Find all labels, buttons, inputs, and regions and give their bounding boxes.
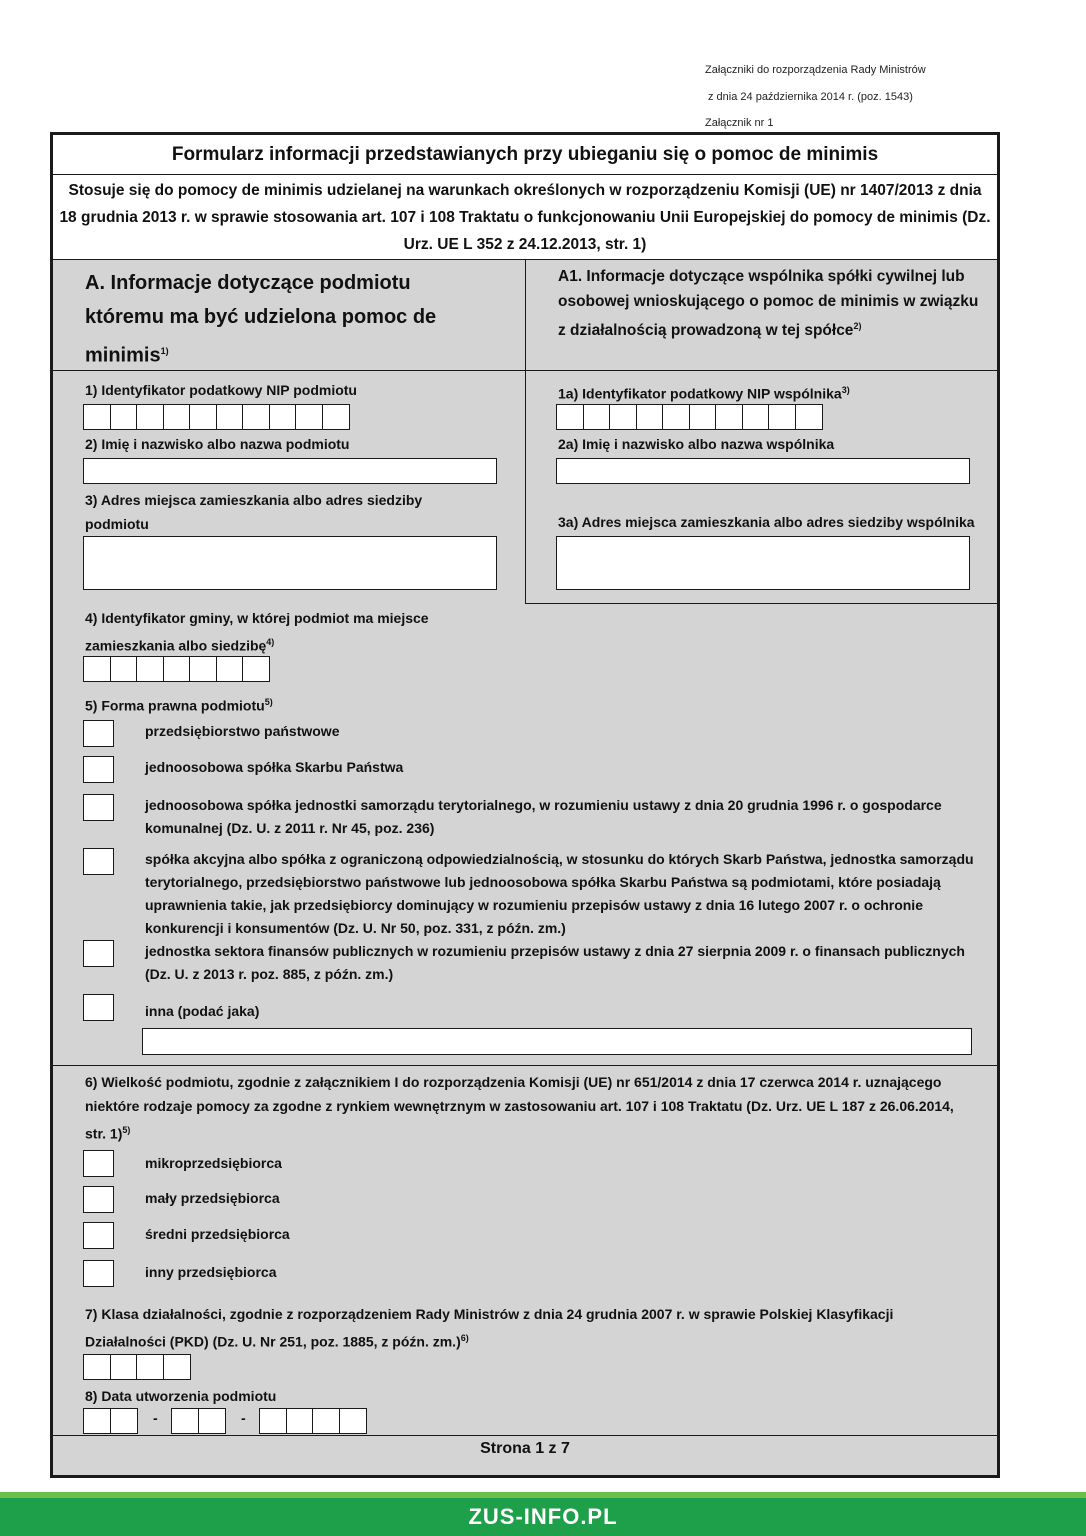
section-a xyxy=(53,259,997,1065)
q3a-address-field[interactable] xyxy=(556,536,970,590)
q5-option-4: spółka akcyjna albo spółka z ograniczoną odpowiedzialnością, w stosunku do których Skarb Państwa, jednostka samorządu terytorialnego, przedsiębiorstwo państwowe lub jednoosobowa spółka Skarbu Państwa są podmiotami, które posiadają uprawnienia takie, jak przedsiębiorcy dominujący w rozumieniu przepisów ustawy z dnia 16 lutego 2007 r. o ochronie konkurencji i konsumentów (Dz. U. Nr 50, poz. 331, z późn. zm.) xyxy=(145,851,974,936)
a-divider xyxy=(53,370,525,371)
q5-option-3: jednoosobowa spółka jednostki samorządu terytorialnego, w rozumieniu ustawy z dnia 20 grudnia 1996 r. o gospodarce komunalnej (Dz. U. z 2011 r. Nr 45, poz. 236) xyxy=(145,797,942,836)
q6-checkbox-3[interactable] xyxy=(83,1222,114,1249)
q1a-nip-cells[interactable] xyxy=(556,404,821,430)
brand-banner: ZUS-INFO.PL xyxy=(0,1498,1086,1536)
q4-label: 4) Identyfikator gminy, w której podmiot ma miejsce zamieszkania albo siedzibę$^{4)}$ xyxy=(85,610,429,654)
q6-checkbox-1[interactable] xyxy=(83,1150,114,1177)
q5-checkbox-3[interactable] xyxy=(83,794,114,821)
q2a-name-field[interactable] xyxy=(556,458,970,484)
q6-checkbox-4[interactable] xyxy=(83,1260,114,1287)
q4-gmina-cells[interactable] xyxy=(83,656,269,682)
attachment-header-line2: z dnia 24 października 2014 r. (poz. 1543) xyxy=(708,91,913,103)
q8-year-cells[interactable] xyxy=(259,1408,365,1434)
q6-option-2: mały przedsiębiorca xyxy=(145,1190,280,1206)
q3a-label: 3a) Adres miejsca zamieszkania albo adres siedziby wspólnika xyxy=(558,514,975,530)
q8-separator-2: - xyxy=(241,1410,246,1426)
q5-checkbox-5[interactable] xyxy=(83,940,114,967)
q2-name-field[interactable] xyxy=(83,458,497,484)
q6-option-1: mikroprzedsiębiorca xyxy=(145,1155,282,1171)
attachment-header-line1: Załączniki do rozporządzenia Rady Ministrów xyxy=(705,64,926,76)
q7-label: 7) Klasa działalności, zgodnie z rozporządzeniem Rady Ministrów z dnia 24 grudnia 2007 r. w sprawie Polskiej Klasyfikacji Działalności (PKD) (Dz. U. Nr 251, poz. 1885, z późn. zm.)$^{6)}$ xyxy=(85,1306,894,1350)
section-a1 xyxy=(525,260,997,604)
attachment-header-line3: Załącznik nr 1 xyxy=(705,117,774,129)
q5-checkbox-2[interactable] xyxy=(83,756,114,783)
section-a1-heading: A1. Informacje dotyczące wspólnika spółki cywilnej lub osobowej wnioskującego o pomoc de minimis w związku z działalnością prowadzoną w tej spółce$^{2)}$ xyxy=(558,268,979,340)
section-a-lower xyxy=(53,1065,997,1435)
q5-checkbox-1[interactable] xyxy=(83,720,114,747)
q1-nip-cells[interactable] xyxy=(83,404,348,430)
page-footer: Strona 1 z 7 xyxy=(53,1435,997,1475)
q6-checkbox-2[interactable] xyxy=(83,1186,114,1213)
q3-address-field[interactable] xyxy=(83,536,497,590)
q8-label: 8) Data utworzenia podmiotu xyxy=(85,1388,277,1404)
form-intro: Stosuje się do pomocy de minimis udzielanej na warunkach określonych w rozporządzeniu Komisji (UE) nr 1407/2013 z dnia 18 grudnia 2013 r. w sprawie stosowania art. 107 i 108 Traktatu o funkcjonowaniu Unii Europejskiej do pomocy de minimis (Dz. Urz. UE L 352 z 24.12.2013, str. 1) xyxy=(59,182,991,253)
q5-option-1: przedsiębiorstwo państwowe xyxy=(145,723,340,739)
q2a-label: 2a) Imię i nazwisko albo nazwa wspólnika xyxy=(558,436,835,452)
q6-label: 6) Wielkość podmiotu, zgodnie z załącznikiem I do rozporządzenia Komisji (UE) nr 651/2014 z dnia 17 czerwca 2014 r. uznającego niektóre rodzaje pomocy za zgodne z rynkiem wewnętrznym w zastosowaniu art. 107 i 108 Traktatu (Dz. Urz. UE L 187 z 26.06.2014, str. 1)$^{5)}$ xyxy=(85,1074,954,1142)
section-a-heading: A. Informacje dotyczące podmiotu któremu ma być udzielona pomoc de minimis$^{1)}$ xyxy=(85,272,437,367)
q8-month-cells[interactable] xyxy=(171,1408,224,1434)
q8-separator-1: - xyxy=(153,1410,158,1426)
q2-label: 2) Imię i nazwisko albo nazwa podmiotu xyxy=(85,436,350,452)
q5-option-6: inna (podać jaka) xyxy=(145,1003,260,1019)
q8-day-cells[interactable] xyxy=(83,1408,136,1434)
q5-other-field[interactable] xyxy=(142,1028,972,1055)
q1a-label: 1a) Identyfikator podatkowy NIP wspólnika$^{3)}$ xyxy=(558,385,850,402)
form-title: Formularz informacji przedstawianych przy ubieganiu się o pomoc de minimis xyxy=(53,135,997,175)
q3-label: 3) Adres miejsca zamieszkania albo adres siedziby podmiotu xyxy=(85,492,423,532)
q1-label: 1) Identyfikator podatkowy NIP podmiotu xyxy=(85,382,357,398)
q5-option-5: jednostka sektora finansów publicznych w rozumieniu przepisów ustawy z dnia 27 sierpnia 2009 r. o finansach publicznych (Dz. U. z 2013 r. poz. 885, z późn. zm.) xyxy=(145,943,965,982)
q7-pkd-cells[interactable] xyxy=(83,1354,189,1380)
a1-divider xyxy=(526,370,998,371)
q5-option-2: jednoosobowa spółka Skarbu Państwa xyxy=(145,759,404,775)
q5-checkbox-6[interactable] xyxy=(83,994,114,1021)
q6-option-4: inny przedsiębiorca xyxy=(145,1264,277,1280)
q5-checkbox-4[interactable] xyxy=(83,848,114,875)
q6-option-3: średni przedsiębiorca xyxy=(145,1226,290,1242)
deminimis-form xyxy=(50,132,1000,1478)
q5-label: 5) Forma prawna podmiotu$^{5)}$ xyxy=(85,697,273,714)
